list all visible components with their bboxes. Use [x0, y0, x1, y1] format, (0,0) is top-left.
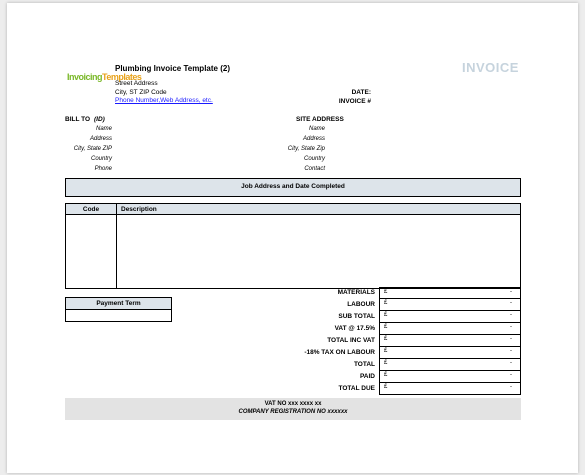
- total-value: -: [510, 372, 512, 378]
- total-value: -: [510, 384, 512, 390]
- total-value-cell[interactable]: [379, 287, 521, 299]
- company-name: Plumbing Invoice Template (2): [115, 64, 230, 73]
- currency-symbol: £: [384, 360, 388, 366]
- payment-term-header: Payment Term: [66, 298, 171, 310]
- total-value: -: [510, 360, 512, 366]
- site-address-label: Address: [302, 136, 325, 142]
- bill-address-label: Address: [89, 136, 112, 142]
- total-value-cell[interactable]: [379, 347, 521, 359]
- line-items-table[interactable]: [65, 203, 521, 289]
- currency-symbol: £: [384, 372, 388, 378]
- total-label: VAT @ 17.5%: [334, 325, 375, 332]
- city-state-zip: City, ST ZIP Code: [115, 89, 167, 96]
- currency-symbol: £: [384, 348, 388, 354]
- currency-symbol: £: [384, 336, 388, 342]
- total-value: -: [510, 300, 512, 306]
- payment-term-box[interactable]: [65, 297, 172, 322]
- site-address-heading: SITE ADDRESS: [296, 116, 344, 123]
- total-label: -18% TAX ON LABOUR: [304, 349, 375, 356]
- currency-symbol: £: [384, 384, 388, 390]
- bill-city-label: City, State ZIP: [73, 146, 112, 152]
- site-name-label: Name: [308, 126, 325, 132]
- total-value: -: [510, 324, 512, 330]
- currency-symbol: £: [384, 289, 388, 295]
- code-column-header: Code: [82, 206, 100, 213]
- total-label: TOTAL DUE: [338, 385, 375, 392]
- currency-symbol: £: [384, 300, 388, 306]
- total-value-cell[interactable]: [379, 383, 521, 395]
- total-value-cell[interactable]: [379, 299, 521, 311]
- site-contact-label: Contact: [304, 166, 325, 172]
- invoice-page: [7, 3, 578, 473]
- total-value-cell[interactable]: [379, 335, 521, 347]
- total-label: PAID: [359, 373, 375, 380]
- bill-phone-label: Phone: [94, 166, 112, 172]
- job-address-box[interactable]: Job Address and Date Completed: [65, 178, 521, 197]
- total-label: TOTAL INC VAT: [327, 337, 375, 344]
- total-value-cell[interactable]: [379, 371, 521, 383]
- site-country-label: Country: [303, 156, 325, 162]
- invoice-title: INVOICE: [462, 60, 519, 75]
- vat-number: VAT NO xxx xxxx xx: [264, 401, 322, 407]
- invoice-number-label: INVOICE #: [338, 98, 371, 105]
- bill-to-id: (ID): [94, 116, 105, 123]
- currency-symbol: £: [384, 312, 388, 318]
- bill-name-label: Name: [95, 126, 112, 132]
- bill-country-label: Country: [90, 156, 112, 162]
- total-label: LABOUR: [347, 301, 375, 308]
- total-label: MATERIALS: [337, 289, 375, 296]
- total-value-cell[interactable]: [379, 311, 521, 323]
- street-address: Street Address: [115, 80, 158, 87]
- total-label: SUB TOTAL: [338, 313, 375, 320]
- total-value: -: [510, 336, 512, 342]
- contact-link[interactable]: Phone Number,Web Address, etc.: [115, 97, 213, 104]
- company-registration: COMPANY REGISTRATION NO xxxxxx: [238, 409, 348, 415]
- total-value: -: [510, 312, 512, 318]
- total-value-cell[interactable]: [379, 323, 521, 335]
- footer-band: [65, 398, 521, 420]
- date-label: DATE:: [351, 89, 371, 96]
- total-label: TOTAL: [353, 361, 375, 368]
- total-value: -: [510, 348, 512, 354]
- site-city-label: City, State Zip: [287, 146, 325, 152]
- company-logo: InvoicingTemplates: [67, 72, 142, 82]
- bill-to-heading: BILL TO: [65, 116, 91, 123]
- column-divider: [116, 204, 117, 288]
- total-value: -: [510, 289, 512, 295]
- total-value-cell[interactable]: [379, 359, 521, 371]
- currency-symbol: £: [384, 324, 388, 330]
- description-column-header: Description: [121, 206, 157, 213]
